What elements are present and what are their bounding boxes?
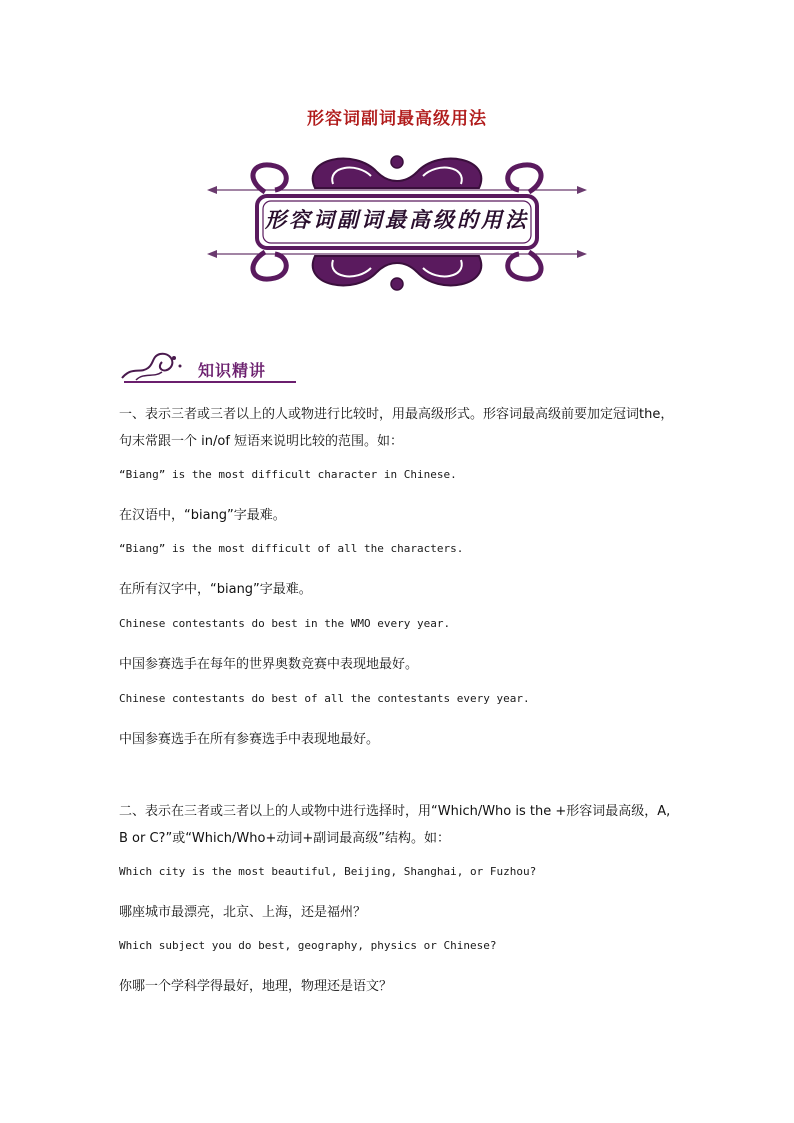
part2-intro-text: 二、表示在三者或三者以上的人或物中进行选择时，用“Which/Who is the +形容词最高级，A, B or C?”或“Which/Who+动词+副词最高级”结构。如： (119, 804, 671, 846)
example-zh: 哪座城市最漂亮，北京、上海，还是福州？ (119, 905, 367, 920)
example-zh: 你哪一个学科学得最好，地理，物理还是语文？ (119, 979, 393, 994)
example-en: Which subject you do best, geography, physics or Chinese? (119, 939, 497, 952)
example-en: Chinese contestants do best in the WMO every year. (119, 617, 451, 630)
part1-intro (119, 401, 679, 455)
flourish-icon (118, 348, 190, 384)
example-en: “Biang” is the most difficult character in Chinese. (119, 468, 457, 481)
decorative-banner (205, 150, 589, 296)
example-en: Which city is the most beautiful, Beijing, Shanghai, or Fuzhou? (119, 865, 537, 878)
page-title: 形容词副词最高级用法 (307, 109, 487, 129)
section-heading (118, 346, 298, 386)
example-zh: 中国参赛选手在每年的世界奥数竞赛中表现地最好。 (119, 657, 419, 672)
section-heading-text: 知识精讲 (198, 361, 267, 380)
example-zh: 中国参赛选手在所有参赛选手中表现地最好。 (119, 732, 380, 747)
example-zh: 在所有汉字中，“biang”字最难。 (119, 582, 312, 597)
example-en: “Biang” is the most difficult of all the characters. (119, 542, 464, 555)
example-en: Chinese contestants do best of all the contestants every year. (119, 692, 530, 705)
banner-title: 形容词副词最高级的用法 (265, 207, 529, 232)
example-zh: 在汉语中，“biang”字最难。 (119, 508, 286, 523)
part1-intro-text: 一、表示三者或三者以上的人或物进行比较时，用最高级形式。形容词最高级前要加定冠词the，句末常跟一个 in/of 短语来说明比较的范围。如： (119, 407, 674, 449)
section-underline (124, 381, 296, 383)
part2-intro (119, 798, 679, 852)
